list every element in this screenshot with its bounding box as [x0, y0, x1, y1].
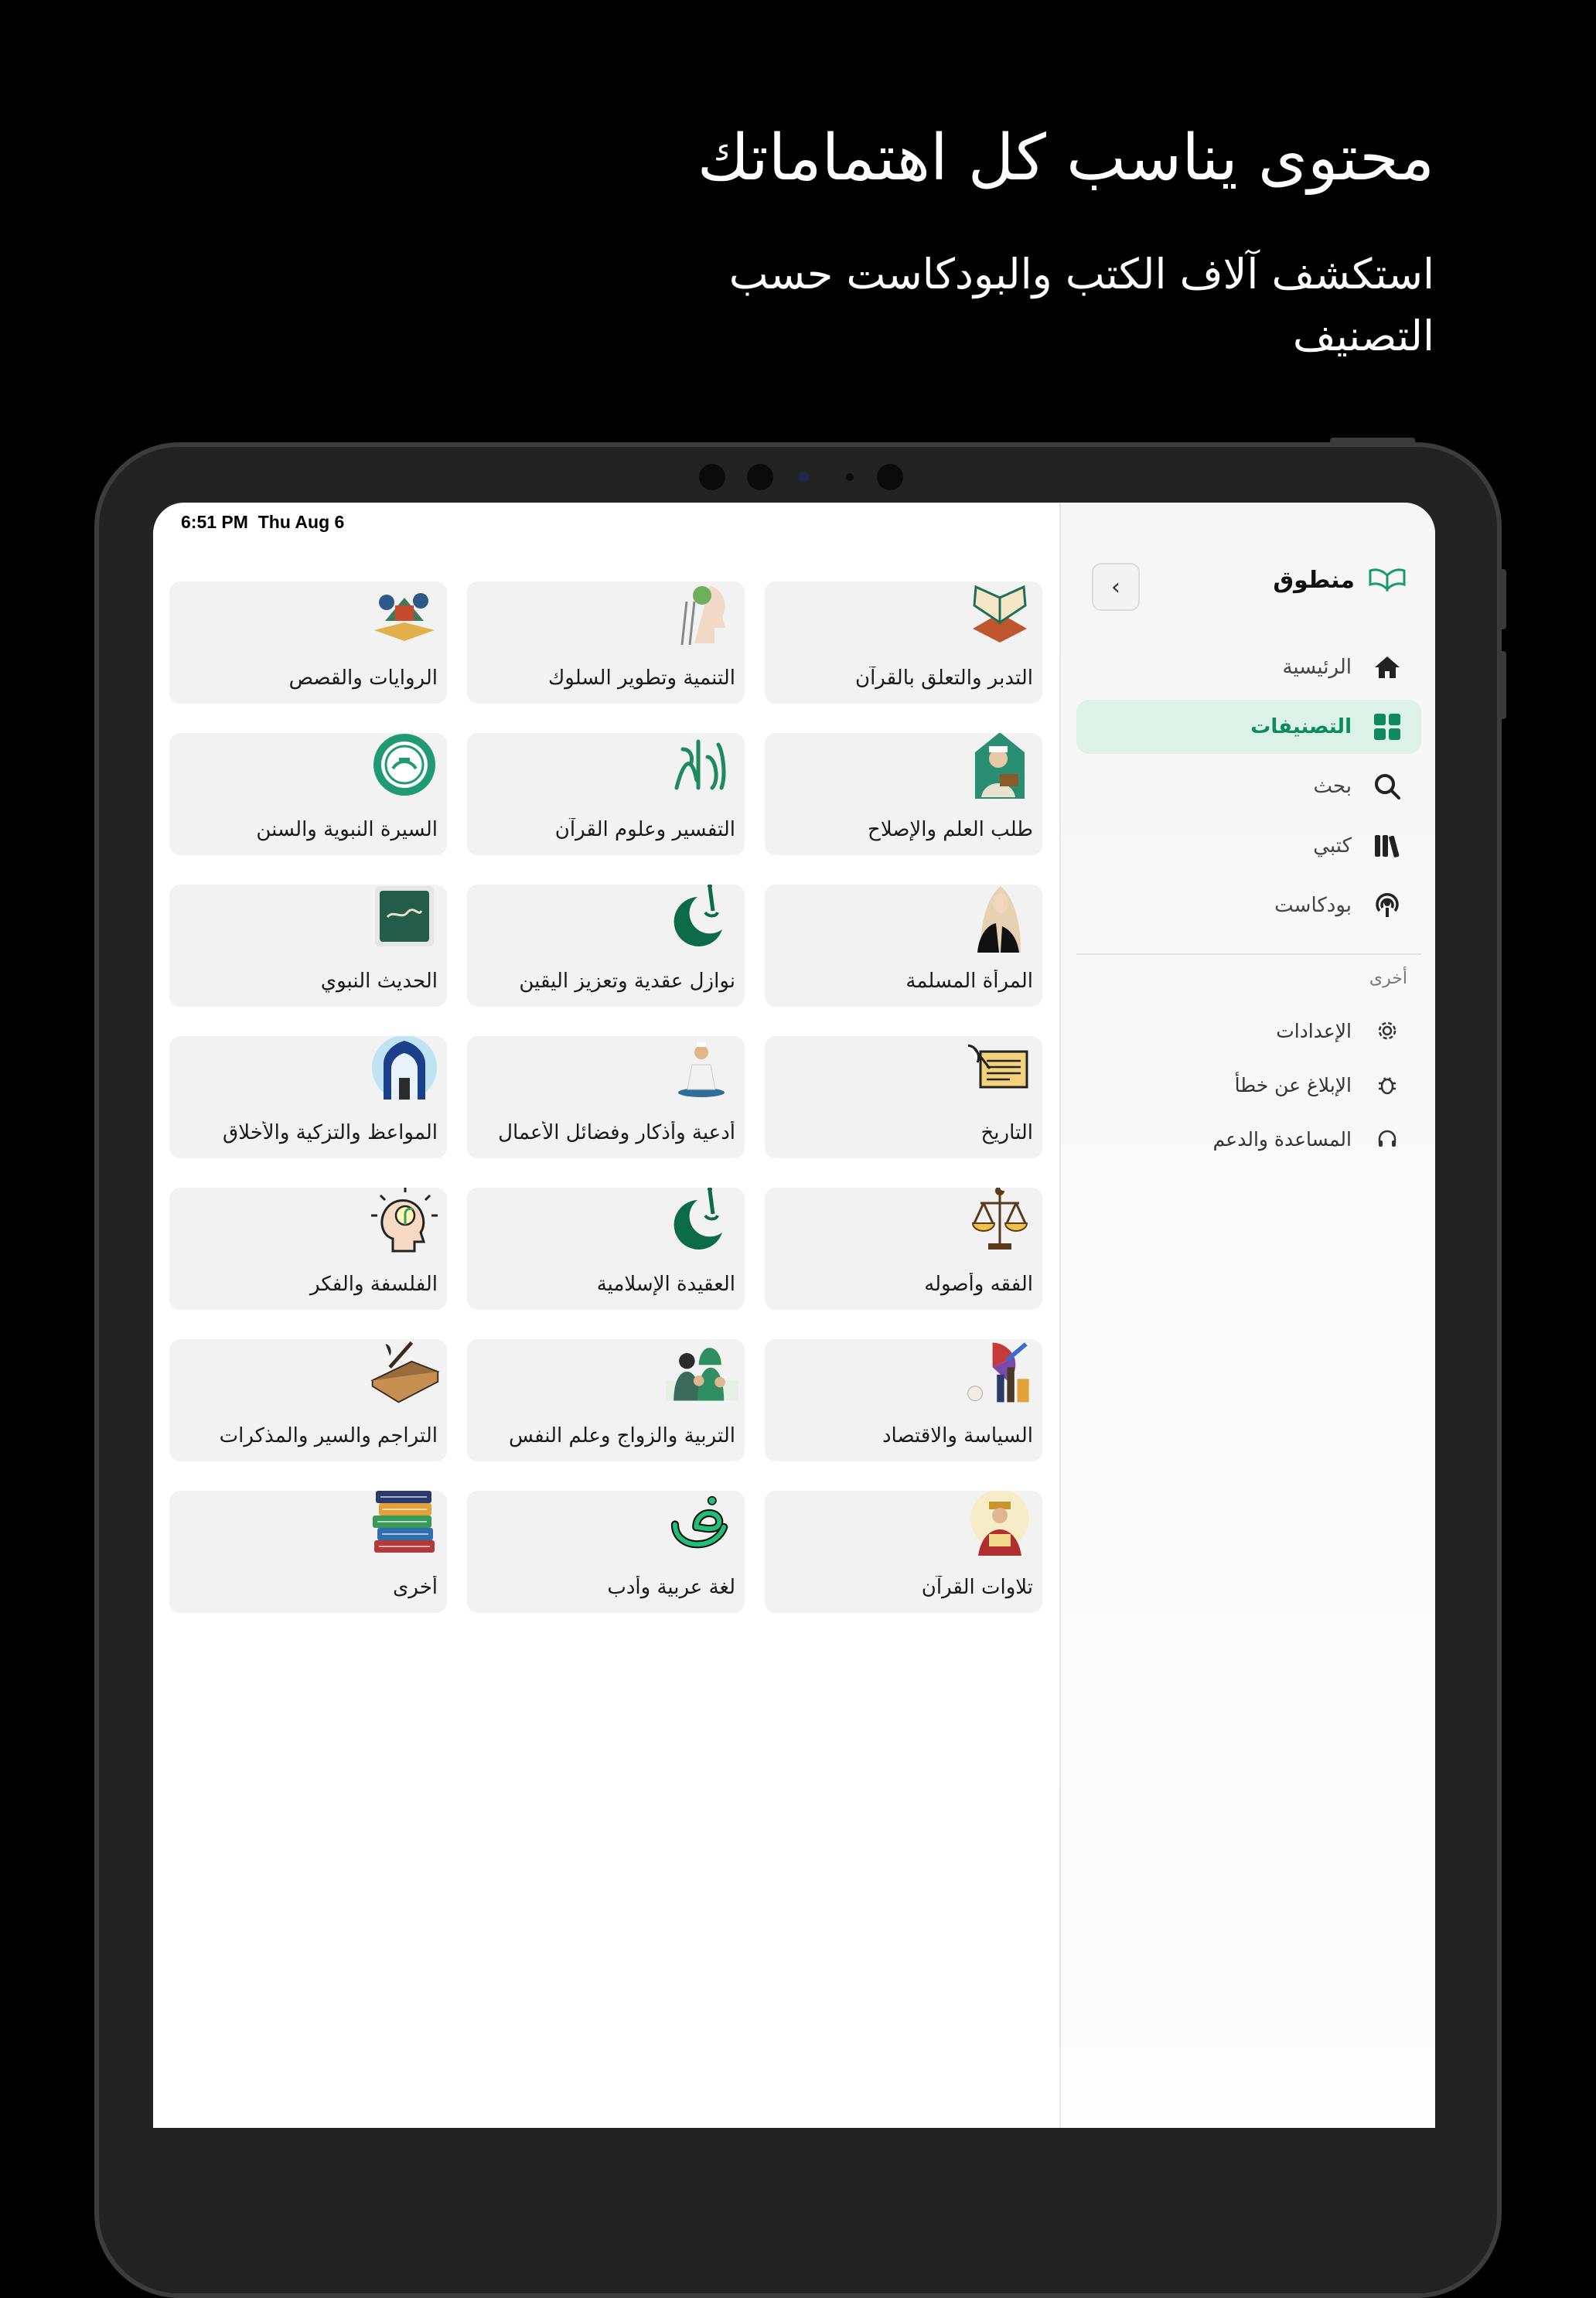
sidebar-divider [1076, 953, 1421, 955]
promo-subtitle: استكشف آلاف الكتب والبودكاست حسب التصنيف [728, 250, 1434, 360]
category-card[interactable] [765, 581, 1042, 704]
quran-stand-icon [963, 581, 1036, 650]
category-label: أدعية وأذكار وفضائل الأعمال [498, 1121, 735, 1144]
grid-icon [1370, 710, 1404, 744]
category-label: التاريخ [980, 1121, 1033, 1144]
categories-grid [169, 581, 1042, 1613]
camera-dot [747, 464, 773, 490]
muslim-woman-icon [963, 885, 1036, 953]
category-card[interactable] [467, 1188, 745, 1310]
podcast-icon [1370, 888, 1404, 922]
sidebar-item-label: بحث [1313, 775, 1352, 798]
praying-man-icon [666, 1036, 738, 1104]
sidebar-item-label: التصنيفات [1250, 715, 1352, 738]
top-button [1330, 438, 1415, 445]
category-label: نوازل عقدية وتعزيز اليقين [519, 970, 735, 993]
brand-name: منطوق [1273, 566, 1355, 594]
sidebar-other-label: الإعدادات [1276, 1019, 1352, 1042]
category-card[interactable] [169, 581, 447, 704]
story-book-icon [368, 581, 441, 650]
section-label-other: أخرى [1369, 969, 1407, 988]
category-label: التفسير وعلوم القرآن [554, 818, 735, 841]
category-card[interactable] [169, 1188, 447, 1310]
category-card[interactable] [169, 733, 447, 855]
category-label: طلب العلم والإصلاح [868, 818, 1033, 841]
sidebar-other-item-1[interactable] [1076, 1058, 1421, 1112]
family-icon [666, 1339, 738, 1407]
category-card[interactable] [765, 1339, 1042, 1461]
category-label: أخرى [393, 1576, 438, 1599]
category-label: العقيدة الإسلامية [596, 1273, 735, 1296]
sidebar-other-label: المساعدة والدعم [1212, 1127, 1352, 1151]
sidebar [1059, 503, 1435, 2128]
mosque-arch-icon [368, 1036, 441, 1104]
headset-icon [1370, 1122, 1404, 1156]
sidebar-item-label: كتبي [1313, 834, 1352, 857]
chevron-right-icon: › [1111, 573, 1120, 601]
category-label: الفقه وأصوله [924, 1273, 1033, 1296]
category-label: السياسة والاقتصاد [882, 1424, 1033, 1447]
category-label: الفلسفة والفكر [309, 1273, 438, 1296]
muhammad-seal-icon [368, 733, 441, 801]
category-card[interactable] [467, 733, 745, 855]
category-card[interactable] [169, 1491, 447, 1613]
category-card[interactable] [765, 1188, 1042, 1310]
category-label: التدبر والتعلق بالقرآن [854, 667, 1033, 690]
bug-icon [1370, 1068, 1404, 1102]
crescent-icon [666, 1188, 738, 1256]
category-card[interactable] [467, 581, 745, 704]
category-card[interactable] [765, 733, 1042, 855]
volume-button [1499, 651, 1506, 719]
category-label: التنمية وتطوير السلوك [547, 667, 735, 690]
sidebar-item-4[interactable] [1076, 878, 1421, 932]
category-label: المواعظ والتزكية والأخلاق [223, 1121, 438, 1144]
sidebar-other-item-2[interactable] [1076, 1112, 1421, 1166]
category-label: المرأة المسلمة [905, 970, 1033, 993]
category-label: لغة عربية وأدب [607, 1576, 735, 1599]
sidebar-item-1[interactable] [1076, 700, 1421, 754]
camera-dot [699, 464, 725, 490]
crescent-icon [666, 885, 738, 953]
library-icon [1370, 829, 1404, 863]
category-label: التراجم والسير والمذكرات [219, 1424, 438, 1447]
old-book-icon [368, 1339, 441, 1407]
thinking-head-icon [368, 1188, 441, 1256]
category-label: الحديث النبوي [320, 970, 438, 993]
category-card[interactable] [467, 1491, 745, 1613]
category-label: التربية والزواج وعلم النفس [508, 1424, 735, 1447]
status-time: 6:51 PM Thu Aug 6 [181, 512, 345, 532]
brand [1273, 566, 1406, 594]
growth-head-icon [666, 581, 738, 650]
collapse-sidebar-button[interactable] [1092, 563, 1140, 611]
sidebar-item-3[interactable] [1076, 819, 1421, 873]
category-card[interactable] [765, 885, 1042, 1007]
home-icon [1370, 650, 1404, 684]
category-card[interactable] [467, 1036, 745, 1158]
scholar-icon [963, 733, 1036, 801]
sidebar-nav [1076, 640, 1421, 938]
sidebar-item-label: الرئيسية [1282, 656, 1352, 679]
volume-button [1499, 569, 1506, 629]
book-stack-icon [368, 1491, 441, 1559]
quran-calligraphy-icon [666, 733, 738, 801]
category-card[interactable] [169, 885, 447, 1007]
promo-title: محتوى يناسب كل اهتماماتك [697, 121, 1434, 195]
sensor-dot [846, 473, 854, 481]
category-label: الروايات والقصص [288, 667, 438, 690]
sidebar-other-item-0[interactable] [1076, 1004, 1421, 1058]
category-card[interactable] [169, 1036, 447, 1158]
category-card[interactable] [765, 1491, 1042, 1613]
camera-dot [877, 464, 903, 490]
scroll-icon [963, 1036, 1036, 1104]
camera-lens [798, 472, 809, 482]
sidebar-other [1076, 1004, 1421, 1166]
category-card[interactable] [467, 885, 745, 1007]
category-card[interactable] [467, 1339, 745, 1461]
sidebar-item-0[interactable] [1076, 640, 1421, 694]
sidebar-item-label: بودكاست [1274, 894, 1352, 917]
open-book-logo-icon [1369, 566, 1406, 594]
reciter-icon [963, 1491, 1036, 1559]
arabic-letter-icon [666, 1491, 738, 1559]
category-card[interactable] [765, 1036, 1042, 1158]
hadith-book-icon [368, 885, 441, 953]
sidebar-item-2[interactable] [1076, 759, 1421, 813]
category-label: تلاوات القرآن [921, 1576, 1033, 1599]
economy-chart-icon [963, 1339, 1036, 1407]
search-icon [1370, 769, 1404, 803]
category-card[interactable] [169, 1339, 447, 1461]
sidebar-other-label: الإبلاغ عن خطأ [1234, 1073, 1352, 1096]
category-label: السيرة النبوية والسنن [256, 818, 438, 841]
scales-icon [963, 1188, 1036, 1256]
gear-icon [1370, 1014, 1404, 1048]
app-screen [153, 503, 1435, 2128]
